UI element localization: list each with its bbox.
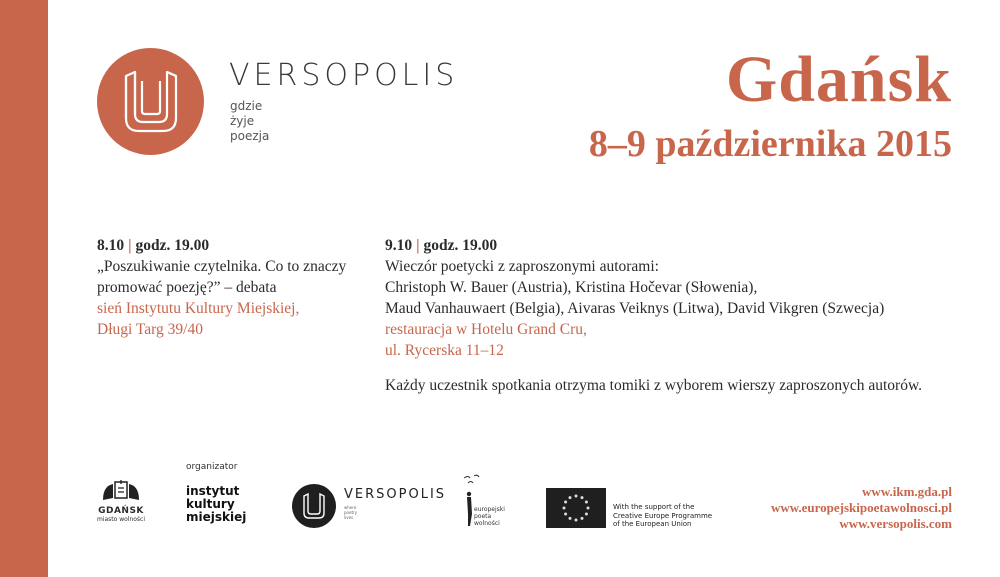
event-heading: 9.10 | godz. 19.00 [385, 237, 498, 254]
event-description: Maud Vanhauwaert (Belgia), Aivaras Veiknys (Litwa), David Vikgren (Szwecja) [385, 300, 885, 317]
event-day-1 [97, 235, 367, 340]
gdansk-logo: GDAŃSK miasto wolności [94, 480, 148, 523]
ikm-logo: instytut kultury miejskiej [186, 484, 247, 524]
link-epw[interactable]: www.europejskipoetawolnosci.pl [770, 500, 952, 515]
event-description: Wieczór poetycki z zaproszonymi autorami: [385, 258, 659, 275]
brand-name: VERSOPOLIS [229, 58, 459, 93]
epw-logo-text: europejski poeta wolności [474, 506, 505, 527]
versopolis-small-logo-icon [292, 484, 336, 528]
coat-of-arms-icon [99, 480, 143, 502]
event-venue: Długi Targ 39/40 [97, 321, 203, 338]
event-description: Christoph W. Bauer (Austria), Kristina Hočevar (Słowenia), [385, 279, 758, 296]
event-description: „Poszukiwanie czytelnika. Co to znaczy [97, 258, 347, 275]
website-links [771, 484, 952, 532]
event-heading: 8.10 | godz. 19.00 [97, 237, 210, 254]
versopolis-logo-icon [97, 48, 204, 155]
link-versopolis[interactable]: www.versopolis.com [839, 516, 952, 531]
organizer-label: organizator [186, 462, 238, 472]
brand-tagline: gdzie żyje poezja [230, 99, 270, 143]
event-venue: sień Instytutu Kultury Miejskiej, [97, 300, 300, 317]
link-ikm[interactable]: www.ikm.gda.pl [862, 484, 952, 499]
participant-note: Każdy uczestnik spotkania otrzyma tomiki z wyborem wierszy zaproszonych autorów. [385, 377, 923, 394]
versopolis-small-tagline: where poetry lives [344, 505, 358, 520]
event-venue: restauracja w Hotelu Grand Cru, [385, 321, 587, 338]
versopolis-small-brand: VERSOPOLIS [344, 487, 447, 502]
event-venue: ul. Rycerska 11–12 [385, 342, 504, 359]
city-title: Gdańsk [725, 43, 952, 116]
eu-flag-icon [546, 488, 606, 528]
eu-support-text: With the support of the Creative Europe Programme of the European Union [613, 503, 713, 528]
event-dates: 8–9 października 2015 [588, 123, 952, 165]
left-accent-stripe [0, 0, 48, 577]
event-day-2 [385, 235, 945, 361]
event-description: promować poezję?” – debata [97, 279, 277, 296]
